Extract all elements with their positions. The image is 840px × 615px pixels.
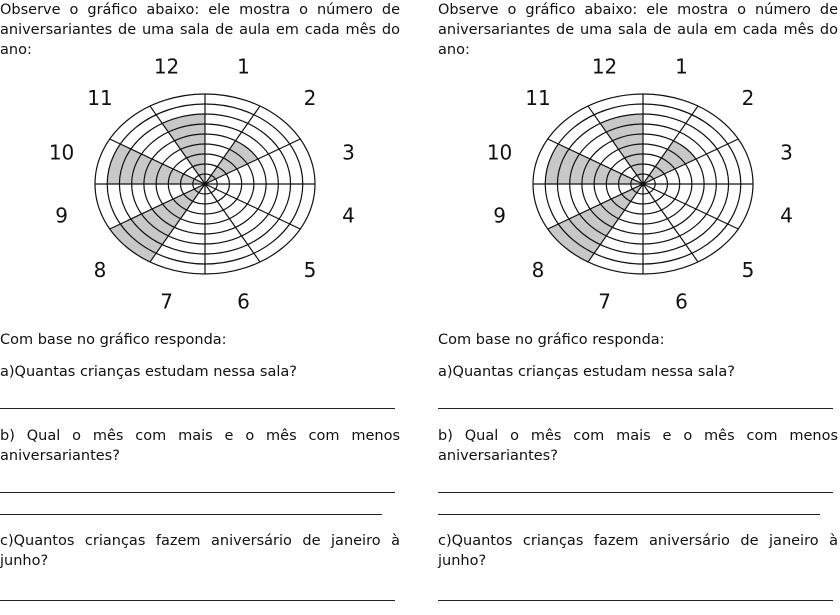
question-c: c)Quantos crianças fazem aniversário de janeiro à junho? <box>438 533 838 569</box>
month-label-2: 2 <box>741 86 755 111</box>
answer-line[interactable] <box>438 492 833 493</box>
month-label-10: 10 <box>48 140 75 165</box>
month-label-3: 3 <box>342 140 355 165</box>
month-label-8: 8 <box>93 257 107 282</box>
month-label-1: 1 <box>237 54 250 79</box>
month-label-12: 12 <box>591 54 618 79</box>
month-label-7: 7 <box>160 289 173 314</box>
month-label-10: 10 <box>486 140 513 165</box>
answer-line[interactable] <box>0 492 395 493</box>
question-b: b) Qual o mês com mais e o mês com menos aniversariantes? <box>0 428 400 464</box>
answer-line[interactable] <box>0 514 382 515</box>
answer-line[interactable] <box>438 600 833 601</box>
polar-chart <box>486 42 816 328</box>
intro-text: Observe o gráfico abaixo: ele mostra o número de aniversariantes de uma sala de aula em cada mês do ano: <box>438 2 838 58</box>
month-label-11: 11 <box>525 86 551 111</box>
month-label-6: 6 <box>675 289 688 314</box>
month-label-3: 3 <box>780 140 793 165</box>
month-label-4: 4 <box>780 203 793 228</box>
question-a: a)Quantas crianças estudam nessa sala? <box>438 364 735 380</box>
prompt-text: Com base no gráfico responda: <box>438 332 665 348</box>
month-label-5: 5 <box>303 257 317 282</box>
polar-chart <box>48 42 378 328</box>
month-label-7: 7 <box>598 289 611 314</box>
month-label-1: 1 <box>675 54 688 79</box>
month-label-4: 4 <box>342 203 355 228</box>
question-c: c)Quantos crianças fazem aniversário de janeiro à junho? <box>0 533 400 569</box>
month-label-2: 2 <box>303 86 317 111</box>
month-label-5: 5 <box>741 257 755 282</box>
month-label-8: 8 <box>531 257 545 282</box>
month-label-11: 11 <box>87 86 113 111</box>
worksheet-column-left <box>0 0 400 615</box>
prompt-text: Com base no gráfico responda: <box>0 332 227 348</box>
answer-line[interactable] <box>0 600 395 601</box>
answer-line[interactable] <box>438 514 820 515</box>
question-b: b) Qual o mês com mais e o mês com menos aniversariantes? <box>438 428 838 464</box>
answer-line[interactable] <box>438 408 833 409</box>
month-label-6: 6 <box>237 289 250 314</box>
month-label-12: 12 <box>153 54 180 79</box>
month-label-9: 9 <box>493 203 506 228</box>
intro-text: Observe o gráfico abaixo: ele mostra o número de aniversariantes de uma sala de aula em cada mês do ano: <box>0 2 400 58</box>
worksheet-column-right <box>438 0 838 615</box>
question-a: a)Quantas crianças estudam nessa sala? <box>0 364 297 380</box>
answer-line[interactable] <box>0 408 395 409</box>
month-label-9: 9 <box>55 203 68 228</box>
